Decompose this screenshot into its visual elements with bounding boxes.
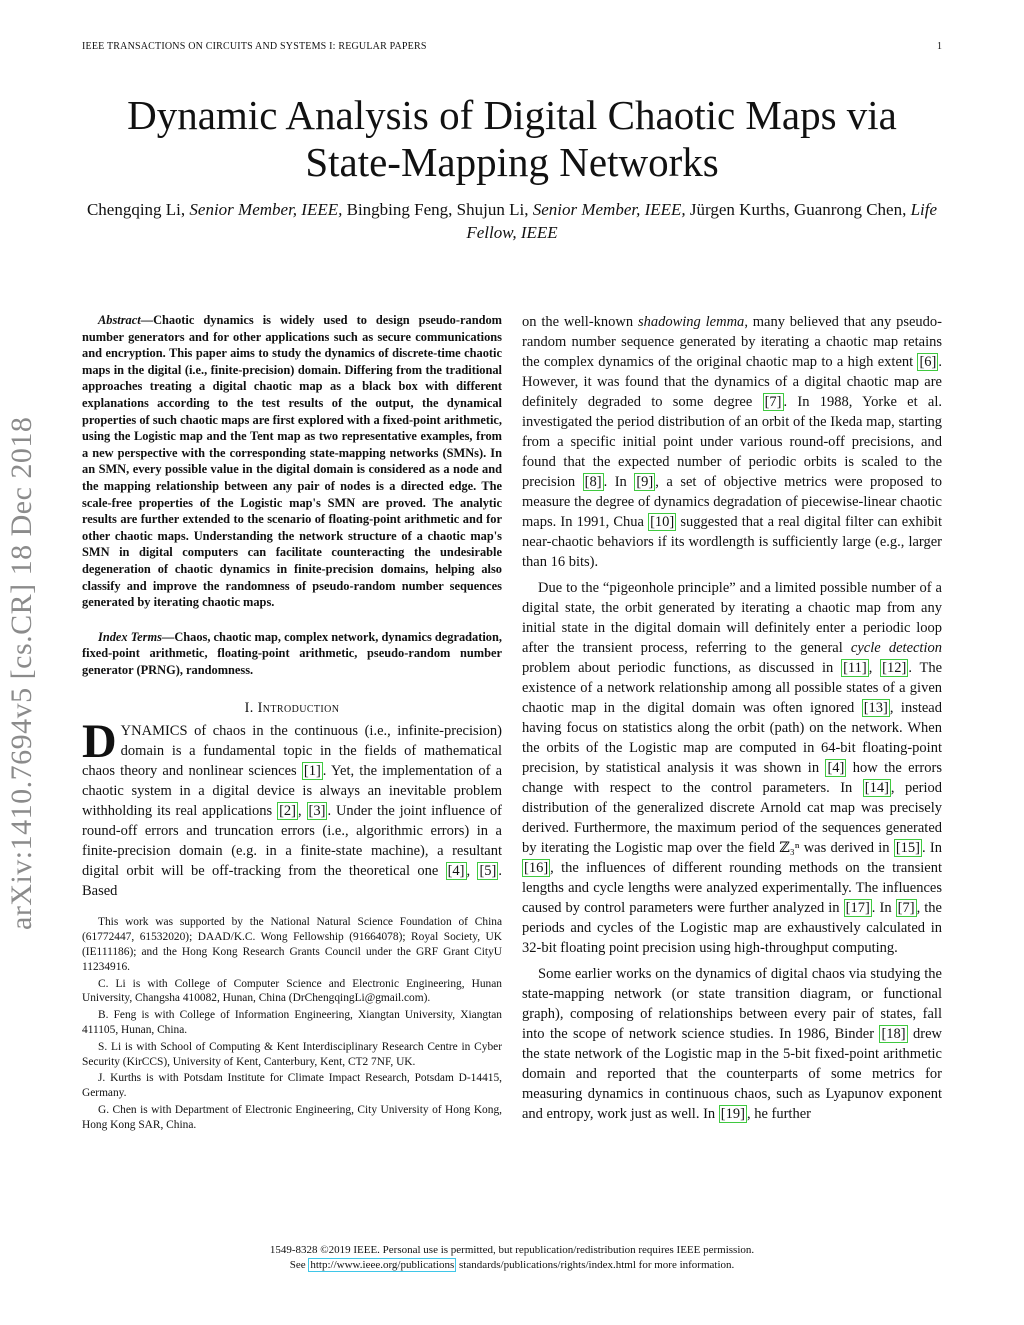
author-text: Jürgen Kurths, Guanrong Chen,	[685, 200, 911, 219]
math-field-symbol: ℤ₃ⁿ	[779, 840, 800, 856]
index-terms	[82, 629, 502, 679]
right-column	[522, 312, 942, 1124]
section-title: I. Introduction	[244, 700, 340, 717]
body-text: , the influences of different rounding methods on the transient lengths and cycle lengths were analyzed experimentally. The influences caused by control parameters were further analyzed in	[522, 860, 942, 916]
footnote-affiliation: G. Chen is with Department of Electronic Engineering, City University of Hong Kong, Hong Kong SAR, China.	[82, 1104, 502, 1131]
left-column	[82, 312, 502, 1135]
body-text: , instead having focus on statistics along the orbit (path) on the network. When the orbits of the Logistic map are computed in 64-bit floating-point precision, by statistical analysis it was shown in	[522, 700, 942, 776]
abstract-label: Abstract	[98, 313, 141, 327]
intro-text: . Yet, the implementation of a chaotic system in a digital device is always an inevitable problem withholding its real applications	[82, 763, 503, 820]
abstract	[82, 312, 502, 611]
index-terms-text: —Chaos, chaotic map, complex network, dynamics degradation, fixed-point arithmetic, floating-point arithmetic, pseudo-random number generator (PRNG), randomness.	[82, 629, 502, 677]
abstract-text: —Chaotic dynamics is widely used to design pseudo-random number generators and for other applications such as secure communications and encryption. This paper aims to study the dynamics of discrete-time chaotic maps in the digital (i.e., finite-precision) domain. Differing from the traditional approaches treating a digital chaotic map as a black box with different explanations according to the test results of the output, the dynamical properties of such chaotic maps are first explored with a fixed-point arithmetic, using the Logistic map and the Tent map as two representative examples, from a new perspective with the corresponding state-mapping networks (SMNs). In an SMN, every possible value in the digital domain is considered as a node and the mapping relationship between any pair of nodes is a directed edge. The scale-free properties of the Logistic map's SMN are proved. The analytic results are further extended to the scenario of floating-point arithmetic and for other chaotic maps. Understanding the network structure of a chaotic map's SMN in digital computers can facilitate counteracting the undesirable degeneration of chaotic dynamics in finite-precision domains, helping also classify and improve the randomness of pseudo-random number sequences generated by iterating chaotic maps.	[82, 313, 502, 610]
intro-text: . Based	[82, 863, 503, 900]
copyright-line	[0, 1258, 1024, 1273]
citation-link[interactable]: [13]	[863, 700, 888, 716]
body-text: . The existence of a network relationship among all possible states of a given chaotic map in the digital domain was often ignored	[522, 660, 943, 716]
body-text: , many believed that any pseudo-random number sequence generated by iterating a chaotic map retains the complex dynamics of the original chaotic map to a high extent	[522, 314, 943, 370]
body-text: , he further	[746, 1106, 811, 1122]
body-text: Due to the “pigeonhole principle” and a limited possible number of a digital state, the orbit generated by iterating a chaotic map from any initial state in the digital domain will definitely enter a periodic loop after the transient process, referring to the general	[522, 580, 942, 656]
author-list	[80, 198, 944, 244]
body-text: problem about periodic functions, as discussed in	[522, 660, 842, 676]
copyright-text: See	[289, 1259, 309, 1271]
body-text: ,	[868, 660, 881, 676]
copyright-line: 1549-8328 ©2019 IEEE. Personal use is permitted, but republication/redistribution requires IEEE permission.	[269, 1244, 755, 1256]
citation-link[interactable]: [7]	[764, 394, 782, 410]
body-paragraph	[522, 578, 942, 958]
author-membership: Senior Member, IEEE,	[532, 200, 686, 219]
body-text: was derived in	[799, 840, 894, 856]
footnote-affiliation: J. Kurths is with Potsdam Institute for Climate Impact Research, Potsdam D-14415, Germany.	[82, 1072, 502, 1100]
footnote-affiliation: C. Li is with College of Computer Science and Electronic Engineering, Hunan University, Changsha 410082, Hunan, China (DrChengqingLi@gmail.com).	[82, 977, 502, 1005]
body-text: drew the state network of the Logistic map in the 5-bit fixed-point arithmetic domain and reported that the counterparts of some metrics for measuring dynamics in continuous chaos, such as Lyapunov exponent and entropy, work just as well. In	[522, 1026, 942, 1122]
body-text: Some earlier works on the dynamics of digital chaos via studying the state-mapping network (or state transition diagram, or functional graph), composing of relationships between every pair of states, fall into the scope of network science studies. In 1986, Binder	[522, 966, 942, 1042]
intro-text: . Under the joint influence of round-off errors and truncation errors (i.e., algorithmic errors) in a finite-precision domain (e.g. in a finite-state machine), a resultant digital orbit will be off-tracking from the theoretical one	[82, 803, 502, 880]
citation-link[interactable]: [10]	[650, 514, 675, 530]
body-text: . In	[603, 474, 635, 490]
author-membership: Senior Member, IEEE,	[189, 200, 343, 219]
body-emphasis: shadowing lemma	[637, 314, 745, 330]
footnotes	[82, 915, 502, 1132]
arxiv-identifier[interactable]: arXiv:1410.7694v5 [cs.CR] 18 Dec 2018	[5, 416, 38, 930]
drop-cap: D	[82, 715, 117, 769]
citation-link[interactable]: [19]	[720, 1106, 745, 1122]
citation-link[interactable]: [4]	[827, 760, 845, 776]
author-membership: Life Fellow, IEEE	[466, 200, 938, 242]
intro-text: ,	[298, 803, 307, 820]
intro-text: YNAMICS of chaos in the continuous (i.e., infinite-precision) domain is a fundamental topic in the fields of mathematical chaos theory and nonlinear sciences	[82, 723, 502, 780]
citation-link[interactable]: [18]	[881, 1026, 906, 1042]
body-text: , period distribution of the generalized discrete Arnold cat map was precisely derived. Furthermore, the maximum period of the sequences generated by iterating the Logistic map over the field	[522, 780, 943, 856]
citation-link[interactable]: [16]	[524, 860, 549, 876]
body-paragraph	[522, 964, 942, 1124]
citation-link[interactable]: [2]	[279, 803, 297, 820]
page-number: 1	[937, 41, 943, 52]
body-text: suggested that a real digital filter can exhibit near-chaotic behaviors if its wordlength is sufficiently large (e.g., larger than 16 bits).	[522, 514, 943, 570]
ieee-publications-link[interactable]: http://www.ieee.org/publications	[310, 1259, 455, 1271]
footnote-funding: This work was supported by the National Natural Science Foundation of China (61772447, 61532020); DAAD/K.C. Wong Fellowship (91664078); Royal Society, UK (IE111186); and the Hong Kong Research Grants Council under the GRF Grant CityU 11234916.	[82, 916, 502, 973]
citation-link[interactable]: [8]	[584, 474, 602, 490]
citation-link[interactable]: [11]	[843, 660, 867, 676]
body-emphasis: cycle detection	[850, 640, 942, 656]
author-text: Bingbing Feng, Shujun Li,	[342, 200, 533, 219]
citation-link[interactable]: [14]	[864, 780, 889, 796]
body-text: , the periods and cycles of the Logistic map are exhaustively calculated in 32-bit floating point precision using high-throughput computing.	[522, 900, 942, 956]
author-text: Chengqing Li,	[86, 200, 190, 219]
citation-link[interactable]: [15]	[895, 840, 920, 856]
copyright-text: standards/publications/rights/index.html for more information.	[456, 1259, 735, 1271]
footnote-affiliation: B. Feng is with College of Information Engineering, Xiangtan University, Xiangtan 411105, Hunan, China.	[82, 1009, 502, 1037]
citation-link[interactable]: [7]	[897, 900, 915, 916]
journal-name: IEEE TRANSACTIONS ON CIRCUITS AND SYSTEMS I: REGULAR PAPERS	[82, 41, 427, 52]
body-paragraph	[522, 312, 942, 572]
citation-link[interactable]: [5]	[479, 863, 497, 880]
citation-link[interactable]: [1]	[303, 763, 321, 780]
intro-paragraph	[82, 715, 503, 901]
index-terms-label: Index Terms	[98, 629, 162, 644]
body-text: . However, it was found that the dynamics of a digital chaotic map are definitely degraded to some degree	[522, 354, 942, 410]
body-text: . In	[871, 900, 896, 916]
citation-link[interactable]: [3]	[308, 803, 326, 820]
citation-link[interactable]: [6]	[919, 354, 937, 370]
citation-link[interactable]: [12]	[882, 660, 907, 676]
body-text: on the well-known	[522, 314, 638, 330]
intro-text: ,	[466, 863, 478, 880]
citation-link[interactable]: [9]	[636, 474, 654, 490]
footnote-affiliation: S. Li is with School of Computing & Kent Interdisciplinary Research Centre in Cyber Security (KirCCS), University of Kent, Canterbury, Kent, CT2 7NF, UK.	[82, 1040, 502, 1068]
citation-link[interactable]: [17]	[845, 900, 870, 916]
body-text: how the errors change with respect to the control parameters. In	[522, 760, 942, 796]
body-text: . In	[922, 840, 942, 856]
body-text: . In 1988, Yorke et al. investigated the period distribution of an orbit of the Ikeda map, starting from a specific initial point under various round-off precisions, and found that the expected number of periodic orbits is scaled to the precision	[522, 394, 942, 490]
citation-link[interactable]: [4]	[447, 863, 465, 880]
paper-title: Dynamic Analysis of Digital Chaotic Maps via State-Mapping Networks	[127, 92, 897, 185]
copyright-notice	[0, 1243, 1024, 1273]
body-text: , a set of objective metrics were proposed to measure the degree of dynamics degradation of piecewise-linear chaotic maps. In 1991, Chua	[522, 474, 942, 530]
